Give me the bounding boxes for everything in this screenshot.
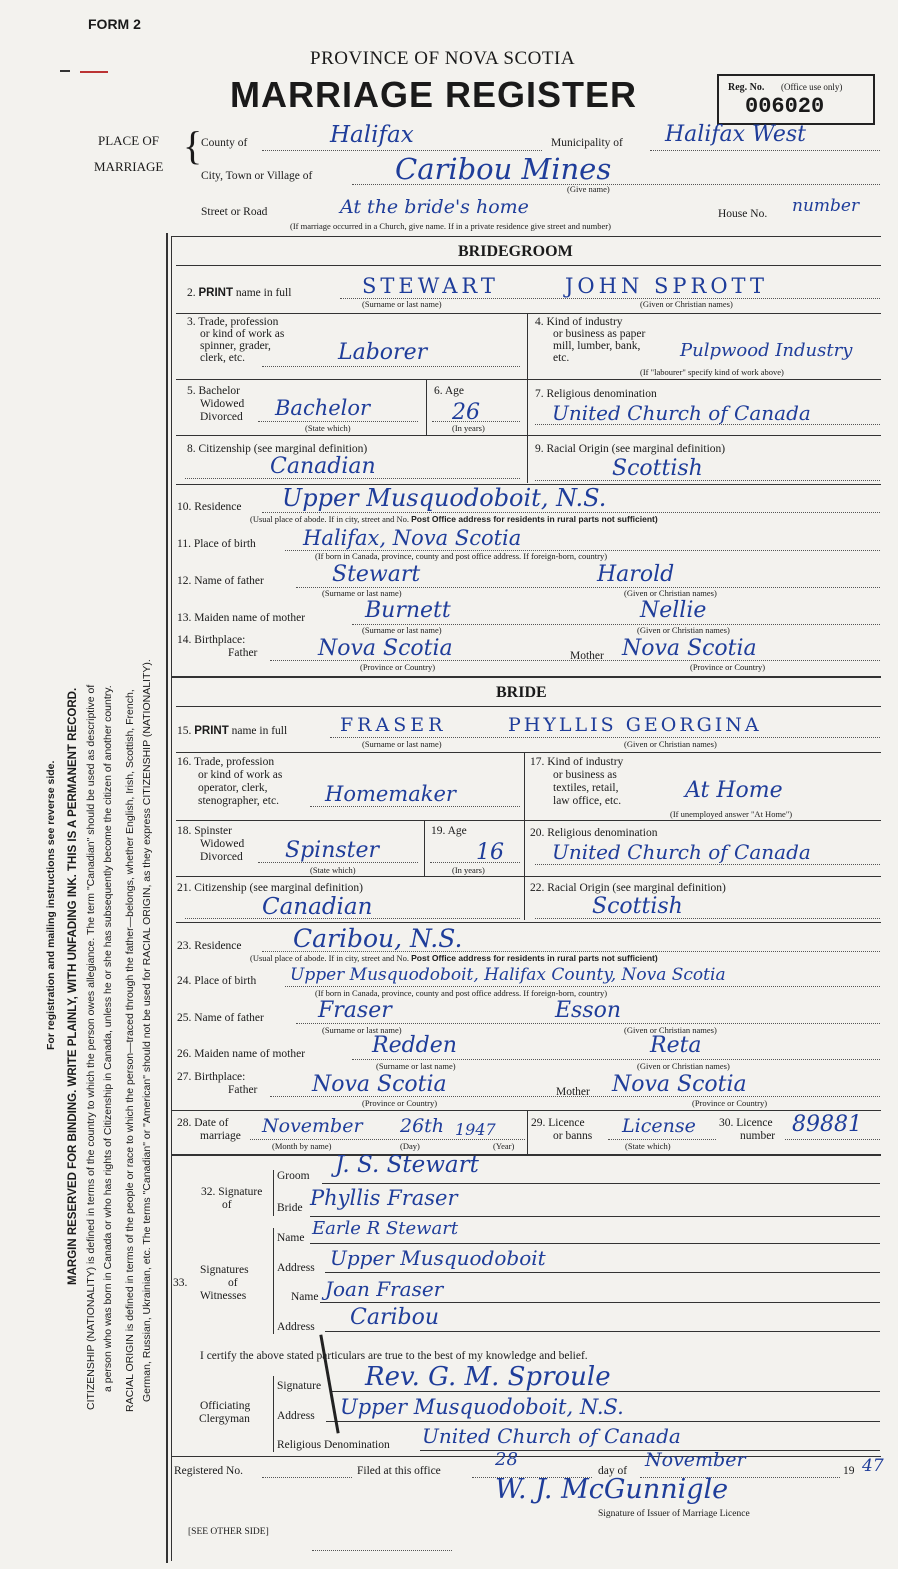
bride-mother-given: Reta: [650, 1033, 702, 1058]
bride-section-title: BRIDE: [496, 684, 547, 701]
f8-label: 8. Citizenship (see marginal definition): [187, 443, 368, 455]
house-label: House No.: [718, 208, 768, 220]
f28-label-b: marriage: [200, 1130, 241, 1142]
w1-address-label: Address: [277, 1262, 315, 1274]
reg-number: 006020: [745, 94, 825, 119]
f30-label: 30. Licence: [719, 1117, 773, 1129]
groom-mother-given: Nellie: [640, 598, 707, 623]
bride-trade: Homemaker: [325, 782, 456, 806]
f26-label: 26. Maiden name of mother: [177, 1048, 306, 1060]
margin-line-2: MARGIN RESERVED FOR BINDING. WRITE PLAINLY, WITH UNFADING INK. THIS IS A PERMANENT RECORD.: [67, 687, 79, 1285]
clergy-label-2: Clergyman: [199, 1413, 250, 1425]
margin-line-4: a person who was born in Canada or who has rights of Citizenship in Canada, unless he or she has subsequently become the citizen of another country.: [102, 685, 114, 1392]
marriage-year: 1947: [455, 1120, 496, 1139]
f10-sub: (Usual place of abode. If in city, street and No.: [250, 514, 410, 524]
bride-in-years: (In years): [452, 865, 485, 875]
reg-office: (Office use only): [781, 82, 843, 92]
w1-name-label: Name: [277, 1232, 305, 1244]
city-value: Caribou Mines: [395, 152, 612, 186]
reg-box: [717, 74, 875, 125]
f5-label: 5. Bachelor: [187, 385, 241, 397]
filed-day: 28: [495, 1449, 518, 1470]
f27-province-sub: (Province or Country): [362, 1098, 438, 1108]
year-sub: (Year): [493, 1141, 515, 1151]
f3-label-b: or kind of work as: [200, 328, 285, 340]
groom-in-years: (In years): [452, 423, 485, 433]
f18-label-b: Widowed: [200, 838, 245, 850]
margin-line-6: German, Russian, Ukrainian, etc. The terms "Canadian" or "American" should not be used for RACIAL ORIGIN, as they express CITIZENSHIP (NATIONALITY).: [141, 659, 153, 1402]
f25-surname-sub: (Surname or last name): [322, 1025, 402, 1035]
place-note: (If marriage occurred in a Church, give name. If in a private residence give street and number): [290, 221, 611, 231]
day-of-label: day of: [598, 1465, 628, 1477]
clergy-denomination: United Church of Canada: [422, 1424, 681, 1448]
bride-state-which: (State which): [310, 865, 356, 875]
f32-label-b: of: [222, 1199, 232, 1211]
certify-statement: I certify the above stated particulars are true to the best of my knowledge and belief.: [200, 1350, 588, 1362]
groom-residence: Upper Musquodoboit, N.S.: [282, 484, 607, 512]
f3-label: 3. Trade, profession: [187, 316, 279, 328]
margin-line-5: RACIAL ORIGIN is defined in terms of the people or race to which the person—traced through the father—belongs, whether English, Irish, Scottish, French,: [124, 689, 136, 1412]
f5-label-c: Divorced: [200, 411, 243, 423]
groom-mother-surname: Burnett: [365, 598, 451, 623]
f17-label: 17. Kind of industry: [530, 756, 624, 768]
licence-number: 89881: [792, 1112, 862, 1137]
groom-industry: Pulpwood Industry: [680, 340, 853, 361]
bride-citizenship: Canadian: [262, 894, 373, 920]
clergy-sig-label: Signature: [277, 1380, 322, 1392]
f23-label: 23. Residence: [177, 940, 242, 952]
f33-label-b: of: [228, 1277, 238, 1289]
bride-bp-mother: Nova Scotia: [612, 1072, 747, 1097]
w2-address: Caribou: [350, 1305, 439, 1330]
bride-residence: Caribou, N.S.: [293, 924, 463, 953]
licence-state-which: (State which): [625, 1141, 671, 1151]
county-value: Halifax: [330, 122, 414, 148]
f10-label: 10. Residence: [177, 501, 242, 513]
f29-label-b: or banns: [553, 1130, 593, 1142]
f12-surname-sub: (Surname or last name): [322, 588, 402, 598]
clergy-address: Upper Musquodoboit, N.S.: [340, 1395, 624, 1419]
groom-religion: United Church of Canada: [552, 401, 811, 425]
bride-age: 16: [476, 840, 504, 865]
f16-label: 16. Trade, profession: [177, 756, 275, 768]
municipality-label: Municipality of: [551, 137, 623, 149]
margin-line-1: For registration and mailing instructions see reverse side.: [45, 760, 57, 1050]
f17-sub: (If unemployed answer "At Home"): [670, 809, 793, 819]
bride-mother-surname: Redden: [372, 1033, 457, 1058]
bride-given: PHYLLIS GEORGINA: [508, 714, 762, 736]
f19-label: 19. Age: [431, 825, 467, 837]
county-label: County of: [201, 137, 248, 149]
groom-given-sub: (Given or Christian names): [640, 299, 733, 309]
groom-given: JOHN SPROTT: [565, 274, 768, 298]
f25-label: 25. Name of father: [177, 1012, 264, 1024]
province-title: PROVINCE OF NOVA SCOTIA: [310, 48, 576, 69]
bride-racial: Scottish: [592, 894, 683, 919]
f17-label-b: or business as: [553, 769, 617, 781]
marriage-day: 26th: [400, 1115, 445, 1137]
f3-label-d: clerk, etc.: [200, 352, 246, 364]
f33-label: Signatures: [200, 1264, 249, 1276]
f11-sub: (If born in Canada, province, county and post office address. If foreign-born, country): [315, 551, 608, 561]
f13-surname-sub: (Surname or last name): [362, 625, 442, 635]
f2-num: 2.: [187, 287, 196, 299]
street-value: At the bride's home: [340, 196, 529, 218]
f11-label: 11. Place of birth: [177, 538, 256, 550]
groom-trade: Laborer: [338, 340, 428, 365]
f14-father-label: Father: [228, 647, 258, 659]
f15-print: PRINT: [194, 725, 229, 737]
see-other-side: [SEE OTHER SIDE]: [188, 1527, 269, 1537]
f14-mother-label: Mother: [570, 650, 604, 662]
f4-label-d: etc.: [553, 352, 570, 364]
w1-name: Earle R Stewart: [312, 1218, 459, 1239]
f16-label-b: or kind of work as: [198, 769, 283, 781]
street-label: Street or Road: [201, 206, 268, 218]
f17-label-d: law office, etc.: [553, 795, 622, 807]
f15-num: 15.: [177, 725, 192, 737]
groom-bp-mother: Nova Scotia: [622, 636, 757, 661]
f4-sub: (If "labourer" specify kind of work above): [640, 367, 784, 377]
bride-surname: FRASER: [340, 714, 447, 736]
f16-label-c: operator, clerk,: [198, 782, 268, 794]
groom-father-surname: Stewart: [332, 562, 421, 587]
bride-sig-label: Bride: [277, 1202, 303, 1214]
f27-province-sub-b: (Province or Country): [692, 1098, 768, 1108]
f30-label-b: number: [740, 1130, 776, 1142]
groom-surname-sub: (Surname or last name): [362, 299, 442, 309]
groom-surname: STEWART: [362, 274, 499, 298]
f20-label: 20. Religious denomination: [530, 827, 658, 839]
f29-label: 29. Licence: [531, 1117, 585, 1129]
f16-label-d: stenographer, etc.: [198, 795, 279, 807]
page-title: MARRIAGE REGISTER: [230, 74, 638, 115]
bride-religion: United Church of Canada: [552, 840, 811, 864]
reg-label: Reg. No.: [728, 82, 765, 93]
f13-given-sub: (Given or Christian names): [637, 625, 730, 635]
municipality-value: Halifax West: [665, 122, 807, 147]
place-label: PLACE OF: [98, 133, 160, 148]
filed-label: Filed at this office: [357, 1465, 441, 1477]
f14-label: 14. Birthplace:: [177, 634, 246, 646]
bride-status: Spinster: [285, 838, 380, 863]
f13-label: 13. Maiden name of mother: [177, 612, 306, 624]
groom-father-given: Harold: [597, 562, 675, 587]
f12-given-sub: (Given or Christian names): [624, 588, 717, 598]
f32-label: 32. Signature: [201, 1186, 263, 1198]
city-label: City, Town or Village of: [201, 170, 313, 182]
f33-label-c: Witnesses: [200, 1290, 247, 1302]
f24-label: 24. Place of birth: [177, 975, 257, 987]
year-prefix: 19: [843, 1465, 855, 1477]
groom-bp-father: Nova Scotia: [318, 636, 453, 661]
w2-name: Joan Fraser: [325, 1277, 444, 1301]
f25-given-sub: (Given or Christian names): [624, 1025, 717, 1035]
groom-section-title: BRIDEGROOM: [458, 243, 573, 260]
f3-label-c: spinner, grader,: [200, 340, 271, 352]
f27-mother-label: Mother: [556, 1086, 590, 1098]
f15-given-sub: (Given or Christian names): [624, 739, 717, 749]
f10-sub-b: Post Office address for residents in rural parts not sufficient): [411, 514, 658, 524]
f4-label: 4. Kind of industry: [535, 316, 623, 328]
f18-label: 18. Spinster: [177, 825, 232, 837]
f2-label: name in full: [235, 287, 292, 299]
marriage-label: MARRIAGE: [94, 159, 164, 174]
month-sub: (Month by name): [272, 1141, 332, 1151]
margin-text: [0, 0, 170, 1569]
f15-surname-sub: (Surname or last name): [362, 739, 442, 749]
f14-province-sub: (Province or Country): [360, 662, 436, 672]
f18-label-c: Divorced: [200, 851, 243, 863]
f22-label: 22. Racial Origin (see marginal definition): [530, 882, 726, 894]
w2-name-label: Name: [291, 1291, 319, 1303]
groom-status: Bachelor: [275, 396, 371, 420]
groom-birth: Halifax, Nova Scotia: [303, 526, 522, 550]
bride-industry: At Home: [685, 778, 783, 803]
clergy-signature: Rev. G. M. Sproule: [365, 1362, 611, 1392]
f6-label: 6. Age: [434, 385, 465, 397]
f27-father-label: Father: [228, 1084, 258, 1096]
filed-month: November: [645, 1449, 746, 1471]
f14-province-sub-b: (Province or Country): [690, 662, 766, 672]
f21-label: 21. Citizenship (see marginal definition): [177, 882, 363, 894]
filed-year: 47: [862, 1456, 884, 1476]
f28-label: 28. Date of: [177, 1117, 229, 1129]
clergy-label-1: Officiating: [200, 1400, 251, 1412]
groom-citizenship: Canadian: [270, 454, 376, 479]
f17-label-c: textiles, retail,: [553, 782, 619, 794]
groom-racial: Scottish: [612, 456, 703, 481]
f26-given-sub: (Given or Christian names): [637, 1061, 730, 1071]
f9-label: 9. Racial Origin (see marginal definition): [535, 443, 726, 455]
give-name-note: (Give name): [567, 184, 610, 194]
bride-signature: Phyllis Fraser: [310, 1186, 458, 1210]
f24-sub: (If born in Canada, province, county and post office address. If foreign-born, country): [315, 988, 608, 998]
f15-label: name in full: [231, 725, 288, 737]
bride-father-given: Esson: [555, 998, 622, 1023]
groom-age: 26: [452, 400, 480, 425]
f33-num: 33.: [173, 1277, 188, 1289]
brace: {: [183, 123, 203, 168]
groom-signature: J. S. Stewart: [335, 1152, 479, 1178]
f2-print: PRINT: [198, 287, 233, 299]
issuer-sub: Signature of Issuer of Marriage Licence: [598, 1509, 750, 1519]
bride-bp-father: Nova Scotia: [312, 1072, 447, 1097]
f7-label: 7. Religious denomination: [535, 388, 657, 400]
groom-state-which: (State which): [305, 423, 351, 433]
registered-label: Registered No.: [174, 1465, 243, 1477]
w1-address: Upper Musquodoboit: [330, 1246, 546, 1270]
f12-label: 12. Name of father: [177, 575, 264, 587]
margin-line-3: CITIZENSHIP (NATIONALITY) is defined in terms of the country to which the person owes allegiance. The term "Canadian" should be used as descriptive of: [85, 684, 97, 1410]
clergy-address-label: Address: [277, 1410, 315, 1422]
f23-sub: (Usual place of abode. If in city, street and No.: [250, 953, 410, 963]
f5-label-b: Widowed: [200, 398, 245, 410]
bride-birth: Upper Musquodoboit, Halifax County, Nova Scotia: [290, 965, 726, 985]
bride-father-surname: Fraser: [318, 998, 392, 1023]
f4-label-b: or business as paper: [553, 328, 646, 340]
licence-type: License: [622, 1115, 696, 1137]
issuer-signature: W. J. McGunnigle: [495, 1474, 729, 1505]
day-sub: (Day): [400, 1141, 420, 1151]
house-value: number: [792, 196, 860, 216]
marriage-month: November: [262, 1115, 363, 1137]
f4-label-c: mill, lumber, bank,: [553, 340, 641, 352]
groom-sig-label: Groom: [277, 1170, 310, 1182]
form-number: FORM 2: [88, 16, 141, 32]
f27-label: 27. Birthplace:: [177, 1071, 246, 1083]
f23-sub-b: Post Office address for residents in rural parts not sufficient): [411, 953, 658, 963]
w2-address-label: Address: [277, 1321, 315, 1333]
clergy-denom-label: Religious Denomination: [277, 1439, 390, 1451]
f26-surname-sub: (Surname or last name): [376, 1061, 456, 1071]
